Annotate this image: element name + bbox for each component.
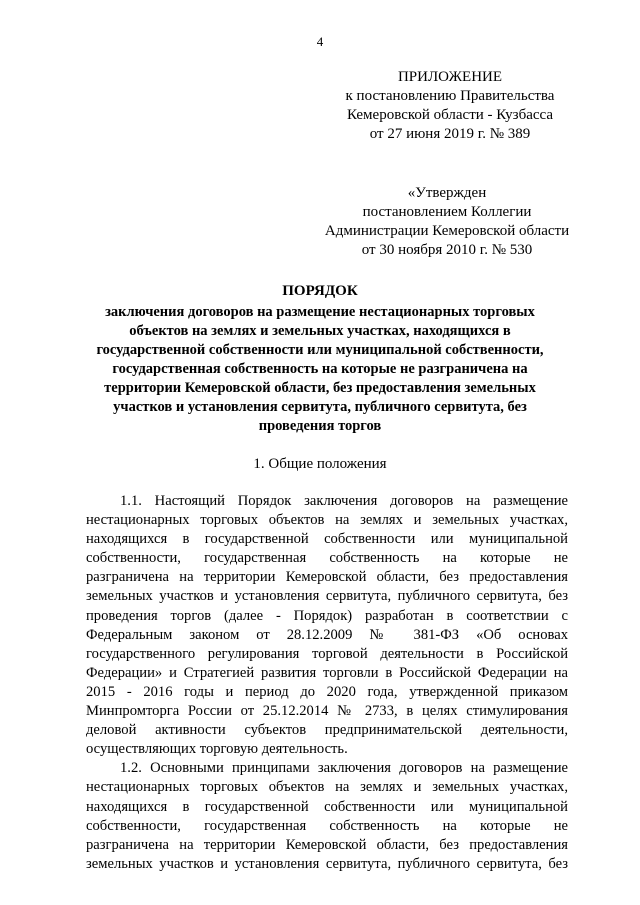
- paragraph-1-2: [86, 759, 568, 874]
- appendix-line: к постановлению Правительства: [345, 88, 555, 104]
- appendix-line: ПРИЛОЖЕНИЕ: [397, 69, 503, 85]
- text-line: 1.1. Настоящий Порядок заключения договоров на размещение: [120, 493, 568, 509]
- approval-line: постановлением Коллегии: [362, 204, 532, 220]
- subtitle-line: объектов на землях и земельных участках, находящихся в: [129, 323, 511, 339]
- subtitle-line: территории Кемеровской области, без предоставления земельных: [104, 380, 536, 396]
- text-line: деловой активности субъектов предпринимательской деятельности,: [86, 722, 568, 739]
- appendix-block: [330, 68, 570, 144]
- text-line: 2015 - 2016 годы и период до 2020 года, утвержденной приказом: [86, 683, 568, 700]
- approval-block: [312, 184, 582, 260]
- text-line: собственности, государственная собственность на которые не: [86, 817, 568, 834]
- subtitle-line: заключения договоров на размещение нестационарных торговых: [105, 304, 535, 320]
- text-line: находящихся в государственной собственности или муниципальной: [86, 798, 568, 815]
- section-heading: 1. Общие положения: [253, 456, 387, 472]
- subtitle-line: государственная собственность на которые не разграничена на: [112, 361, 528, 377]
- text-line: нестационарных торговых объектов на землях и земельных участках,: [86, 779, 568, 796]
- text-line: проведения торгов (далее - Порядок) разработан в соответствии с: [86, 607, 568, 624]
- page-number: 4: [316, 34, 324, 49]
- text-line: 1.2. Основными принципами заключения договоров на размещение: [120, 760, 568, 777]
- text-line: Федерации» и Стратегией развития торговли в Российской Федерации на: [86, 664, 568, 681]
- text-line: собственности, государственная собственность на которые не: [86, 550, 568, 567]
- text-line: земельных участков и установления сервитута, публичного сервитута, без: [86, 855, 568, 872]
- text-line: разграничена на территории Кемеровской области, без предоставления: [86, 569, 568, 586]
- document-title: ПОРЯДОК: [282, 283, 358, 299]
- document-subtitle: [60, 303, 580, 436]
- text-line: нестационарных торговых объектов на землях и земельных участках,: [86, 512, 568, 529]
- text-line: находящихся в государственной собственности или муниципальной: [86, 531, 568, 548]
- subtitle-line: государственной собственности или муниципальной собственности,: [96, 342, 544, 358]
- appendix-line: Кемеровской области - Кузбасса: [346, 107, 554, 123]
- paragraph-1-1: [86, 492, 568, 759]
- text-line: Федеральным законом от 28.12.2009 № 381-ФЗ «Об основах: [86, 626, 568, 643]
- subtitle-line: участков и установления сервитута, публичного сервитута, без: [113, 399, 527, 415]
- approval-line: Администрации Кемеровской области: [324, 223, 570, 239]
- text-line: государственного регулирования торговой деятельности в Российской: [86, 645, 568, 662]
- subtitle-line: проведения торгов: [258, 418, 382, 434]
- text-line: осуществляющих торговую деятельность.: [86, 741, 348, 758]
- appendix-line: от 27 июня 2019 г. № 389: [369, 126, 531, 142]
- approval-line: «Утвержден: [407, 185, 487, 201]
- text-line: земельных участков и установления сервитута, публичного сервитута, без: [86, 588, 568, 605]
- approval-line: от 30 ноября 2010 г. № 530: [361, 242, 533, 258]
- text-line: разграничена на территории Кемеровской области, без предоставления: [86, 836, 568, 853]
- body-text: [86, 492, 568, 874]
- text-line: Минпромторга России от 25.12.2014 № 2733, в целях стимулирования: [86, 703, 568, 720]
